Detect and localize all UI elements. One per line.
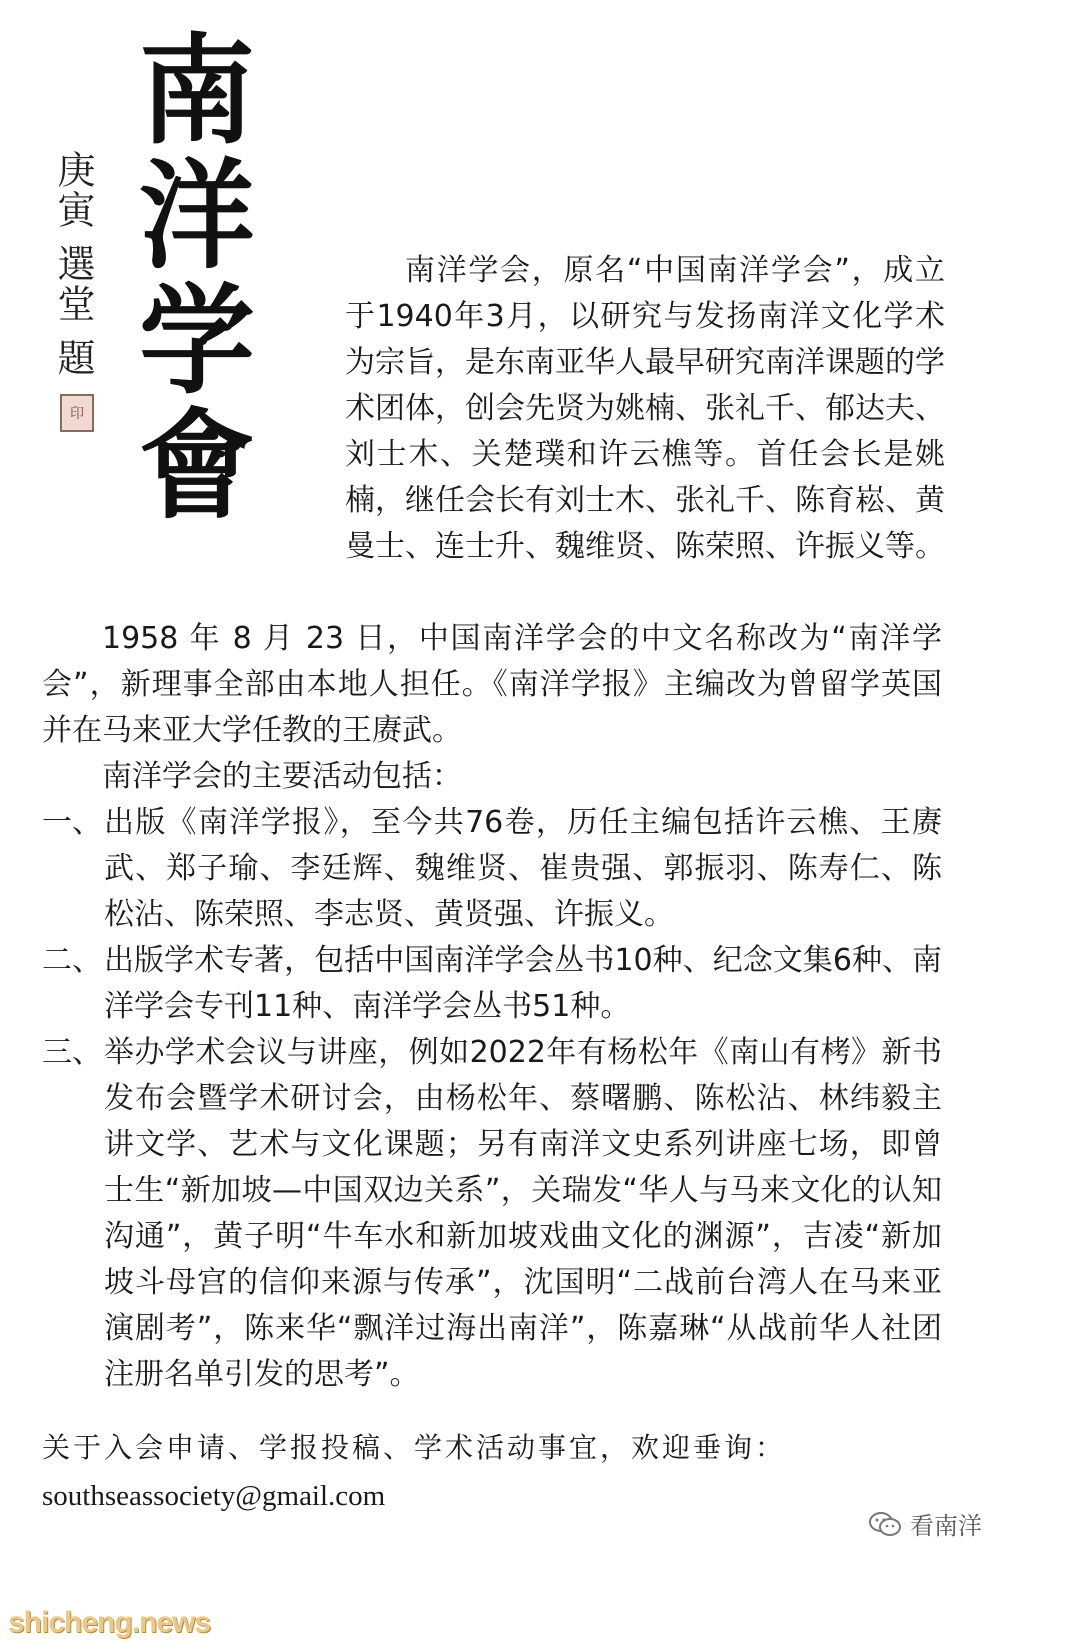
- calligraphy-title: [122, 21, 272, 535]
- list-number: 二、: [42, 943, 102, 978]
- list-item: [42, 800, 942, 938]
- calligraphy-char: 會: [139, 396, 255, 535]
- wechat-account-name: 看南洋: [910, 1512, 982, 1540]
- list-text: 出版学术专著，包括中国南洋学会丛书10种、纪念文集6种、南洋学会专刊11种、南洋学会丛书51种。: [104, 943, 942, 1024]
- calligraphy-char: 洋: [139, 146, 255, 285]
- wechat-icon: [868, 1510, 902, 1538]
- list-item: [42, 1030, 942, 1398]
- list-number: 三、: [42, 1035, 102, 1070]
- activities-heading: 南洋学会的主要活动包括：: [102, 759, 462, 794]
- list-item: [42, 938, 942, 1030]
- calligraphy-char: 南: [139, 21, 255, 160]
- list-number: 一、: [42, 805, 102, 840]
- wechat-account: [868, 1506, 982, 1541]
- intro-paragraph: 南洋学会，原名“中国南洋学会”，成立于1940年3月，以研究与发扬南洋文化学术为宗旨，是东南亚华人最早研究南洋课题的学术团体，创会先贤为姚楠、张礼千、郁达夫、刘士木、关楚璞和许云樵等。首任会长是姚楠，继任会长有刘士木、张礼千、陈育崧、黄曼士、连士升、魏维贤、陈荣照、许振义等。: [345, 253, 945, 564]
- calligraphy-char: 学: [139, 271, 255, 410]
- calligraphy-signature: 庚寅 選堂 題: [51, 150, 95, 379]
- email-link[interactable]: southseassociety@gmail.com: [42, 1480, 386, 1512]
- list-text: 出版《南洋学报》，至今共76卷，历任主编包括许云樵、王赓武、郑子瑜、李廷辉、魏维贤、崔贵强、郭振羽、陈寿仁、陈松沾、陈荣照、李志贤、黄贤强、许振义。: [104, 805, 942, 932]
- history-paragraph: 1958 年 8 月 23 日，中国南洋学会的中文名称改为“南洋学会”，新理事全部由本地人担任。《南洋学报》主编改为曾留学英国并在马来亚大学任教的王赓武。: [42, 621, 942, 748]
- watermark: shicheng.news: [8, 1606, 211, 1639]
- list-text: 举办学术会议与讲座，例如2022年有杨松年《南山有栲》新书发布会暨学术研讨会，由杨松年、蔡曙鹏、陈松沾、林纬毅主讲文学、艺术与文化课题；另有南洋文史系列讲座七场，即曾士生“新加坡—中国双边关系”，关瑞发“华人与马来文化的认知沟通”，黄子明“牛车水和新加坡戏曲文化的渊源”，吉凌“新加坡斗母宫的信仰来源与传承”，沈国明“二战前台湾人在马来亚演剧考”，陈来华“飘洋过海出南洋”，陈嘉琳“从战前华人社团注册名单引发的思考”。: [104, 1035, 942, 1392]
- seal-stamp: 印: [60, 394, 94, 432]
- contact-line: 关于入会申请、学报投稿、学术活动事宜，欢迎垂询：: [42, 1431, 787, 1464]
